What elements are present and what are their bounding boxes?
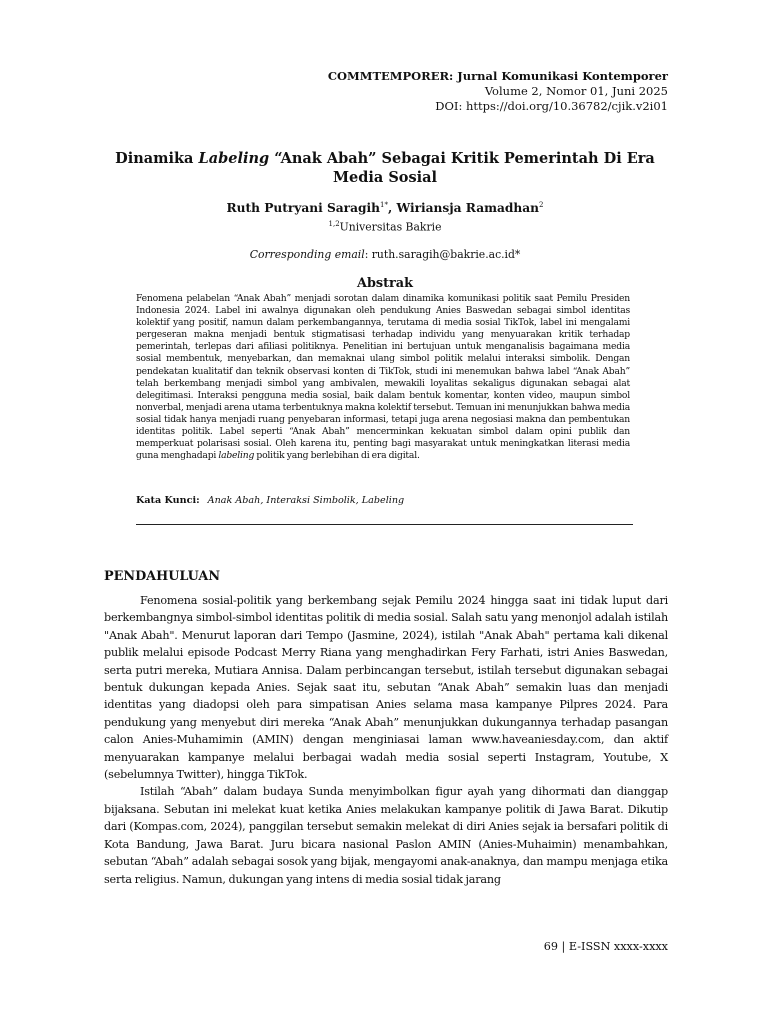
affiliation-sup: 1,2: [328, 220, 340, 228]
title-part2: “Anak Abah” Sebagai Kritik Pemerintah Di Era Media Sosial: [269, 150, 655, 186]
authors: [100, 201, 670, 215]
author-separator: ,: [387, 201, 397, 216]
page-footer: 69 | E-ISSN xxxx-xxxx: [543, 940, 668, 953]
affiliation: [100, 220, 670, 234]
paragraph: Fenomena sosial-politik yang berkembang sejak Pemilu 2024 hingga saat ini tidak luput dari berkembangnya simbol-simbol identitas politik di media sosial. Salah satu yang menonjol adalah istilah "Anak Abah". Menurut laporan dari Tempo (Jasmine, 2024), istilah "Anak Abah" pertama kali dikenal publik melalui episode Podcast Merry Riana yang menghadirkan Fery Farhati, istri Anies Baswedan, serta putri mereka, Mutiara Annisa. Dalam perbincangan tersebut, istilah tersebut digunakan sebagai bentuk dukungan kepada Anies. Sejak saat itu, sebutan “Anak Abah” semakin luas dan menjadi identitas yang diadopsi oleh para simpatisan Anies selama masa kampanye Pilpres 2024. Para pendukung yang menyebut diri mereka “Anak Abah” menunjukkan dukungannya terhadap pasangan calon Anies-Muhamimin (AMIN) dengan menginiasai laman www.haveaniesday.com, dan aktif menyuarakan kampanye melalui berbagai wadah media sosial seperti Instagram, Youtube, X (sebelumnya Twitter), hingga TikTok.: [104, 594, 668, 782]
author-2: Wiriansja Ramadhan: [396, 201, 540, 216]
abstract-text: [136, 293, 630, 462]
journal-header: [328, 69, 668, 114]
keywords-value: Anak Abah, Interaksi Simbolik, Labeling: [207, 495, 405, 506]
divider: [136, 524, 633, 525]
paragraph: Istilah “Abah” dalam budaya Sunda menyimbolkan figur ayah yang dihormati dan dianggap bijaksana. Sebutan ini melekat kuat ketika Anies melakukan kampanye politik di Jawa Barat. Dikutip dari (Kompas.com, 2024), panggilan tersebut semakin melekat di diri Anies sejak ia bersafari politik di Kota Bandung, Jawa Barat. Juru bicara nasional Paslon AMIN (Anies-Muhaimin) menambahkan, sebutan “Abah” adalah sebagai sosok yang bijak, mengayomi anak-anaknya, dan mampu menjaga etika serta religius. Namun, dukungan yang intens di media sosial tidak jarang: [104, 785, 668, 886]
journal-volume: Volume 2, Nomor 01, Juni 2025: [484, 84, 668, 98]
paper-title: [100, 149, 670, 187]
abstract-text-end: politik yang berlebihan di era digital.: [254, 450, 420, 462]
email-label: Corresponding email: [249, 248, 365, 261]
keywords-label: Kata Kunci:: [136, 495, 200, 506]
abstract-text-italic: labeling: [218, 450, 255, 462]
journal-doi: DOI: https://doi.org/10.36782/cjik.v2i01: [435, 99, 668, 113]
author-1: Ruth Putryani Saragih: [226, 201, 381, 216]
title-part1: Dinamika: [115, 150, 199, 167]
email-value: : ruth.saragih@bakrie.ac.id*: [364, 248, 521, 261]
abstract-text-main: Fenomena pelabelan “Anak Abah” menjadi sorotan dalam dinamika komunikasi politik saat Pemilu Presiden Indonesia 2024. Label ini awalnya digunakan oleh pendukung Anies Baswedan sebagai simbol identitas kolektif yang positif, namun dalam perkembangannya, terutama di media sosial TikTok, label ini mengalami pergeseran makna menjadi bentuk stigmatisasi terhadap individu yang menyuarakan kritik terhadap pemerintah, terlepas dari afiliasi politiknya. Penelitian ini bertujuan untuk menganalisis bagaimana media sosial membentuk, menyebarkan, dan memaknai ulang simbol politik melalui interaksi simbolik. Dengan pendekatan kualitatif dan teknik observasi konten di TikTok, studi ini menemukan bahwa label “Anak Abah” telah berkembang menjadi simbol yang ambivalen, mewakili loyalitas sekaligus digunakan sebagai alat delegitimasi. Interaksi pengguna media sosial, baik dalam bentuk komentar, konten video, maupun simbol nonverbal, menjadi arena utama terbentuknya makna kolektif tersebut. Temuan ini menunjukkan bahwa media sosial tidak hanya menjadi ruang penyebaran informasi, tetapi juga arena negosiasi makna dan pembentukan identitas politik. Label seperti “Anak Abah” mencerminkan kekuatan simbol dalam opini publik dan memperkuat polarisasi sosial. Oleh karena itu, penting bagi masyarakat untuk meningkatkan literasi media guna menghadapi: [136, 293, 630, 462]
author-1-sup: 1*: [380, 201, 388, 209]
journal-name: COMMTEMPORER: Jurnal Komunikasi Kontemporer: [327, 69, 668, 83]
corresponding-email: [100, 248, 670, 261]
author-2-sup: 2: [539, 201, 544, 209]
section-heading: PENDAHULUAN: [104, 569, 221, 584]
affiliation-name: Universitas Bakrie: [339, 220, 442, 234]
title-italic: Labeling: [198, 150, 270, 167]
section-body: [104, 592, 668, 888]
abstract-heading: Abstrak: [357, 276, 413, 291]
keywords: [136, 495, 404, 506]
